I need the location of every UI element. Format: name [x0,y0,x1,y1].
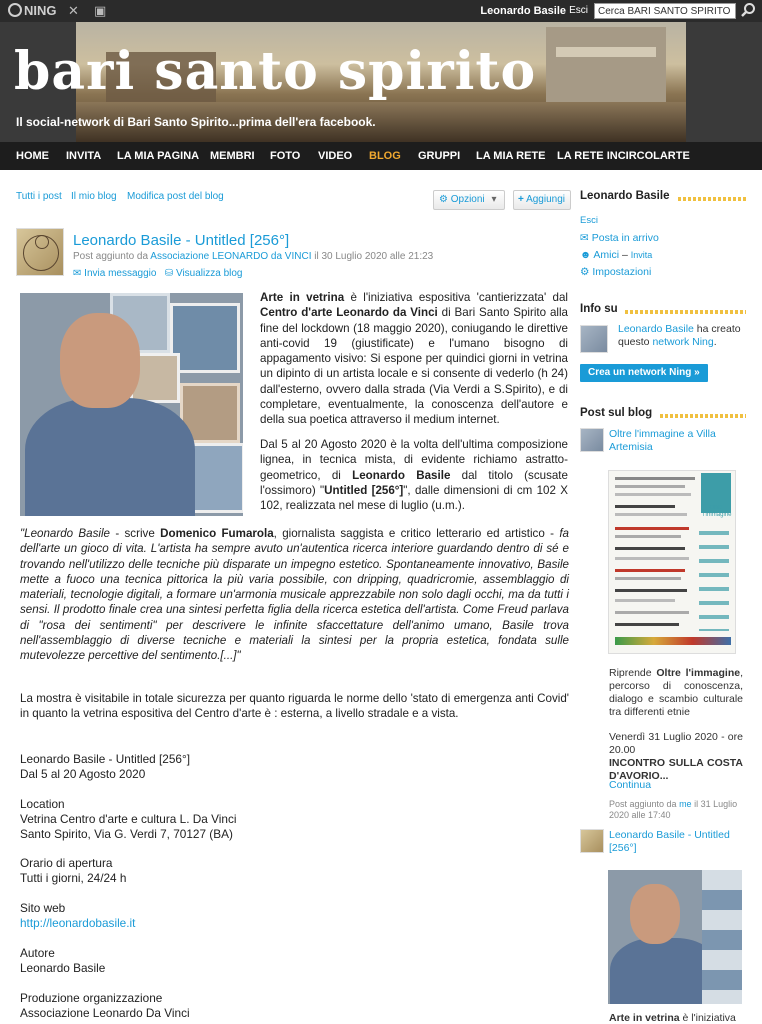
gear-icon: ⚙ [439,194,448,205]
post-paragraph-2: Dal 5 al 20 Agosto 2020 è la volta dell'ultima composizione lignea, in tecnica mista, di evidente richiamo astratto-geometrico, di Leonardo Basile dal titolo (scusate l'ossimoro) "Untitled [256°]", dalle dimensioni di cm 102 X 102, realizzata nel mese di luglio (u.m.). [260,438,568,513]
blog-post-1-excerpt-2: Venerdì 31 Luglio 2020 - ore 20.00 INCONTRO SULLA COSTA D'AVORIO... [609,731,743,782]
nav-video[interactable]: VIDEO [318,150,353,162]
subnav-my-blog[interactable]: Il mio blog [71,191,117,202]
envelope-icon: ✉ [73,268,82,279]
topbar-logout-link[interactable]: Esci [569,5,588,16]
subnav-edit-post[interactable]: Modifica post del blog [127,191,224,202]
main-nav [0,142,762,170]
ning-logo-icon [8,3,22,17]
plus-icon: + [518,194,524,205]
ning-top-bar [0,0,762,22]
nav-incircolarte[interactable]: LA RETE INCIRCOLARTE [557,150,690,162]
settings-icon: ⚙ [580,266,590,278]
sidebar-info-text: Leonardo Basile ha creato questo network Ning. [618,323,741,348]
site-tagline: Il social-network di Bari Santo Spirito...prima dell'era facebook. [16,115,376,129]
blog-post-1-title[interactable]: Oltre l'immagine a Villa Artemisia [609,428,716,453]
post-paragraph-1: Arte in vetrina è l'iniziativa espositiva 'cantierizzata' dal Centro d'arte Leonardo da Vinci di Bari Santo Spirito alla fine del lockdown (18 maggio 2020), coniugando le direttive anti-covid 19 (giustificate) e l'umano bisogno di appagamento visivo: Si espone per quindici giorni in vetrina un dipinto di un artista locale e si consente di vederlo (h 24) dall'esterno, ovvero dalla strada (Via Verdi a S.Spirito), e di completare, eventualmente, la conoscenza dell'autore e della sua poetica attraverso il medium internet. [260,291,568,427]
sidebar-info-heading: Info su [580,303,618,315]
production-heading: Produzione organizzazione [20,991,163,1005]
nav-invite[interactable]: INVITA [66,150,102,162]
search-input[interactable] [594,3,736,19]
heading-decoration [660,414,746,418]
ning-logo[interactable]: NING [8,3,57,18]
tools-icon[interactable]: ✕ [68,3,79,18]
website-link [20,916,135,930]
blog-post-2-photo[interactable] [608,870,742,1004]
post-safety-note: La mostra è visitabile in totale sicurezza per quanto riguarda le norme dello 'stato di emergenza anti Covid' in quanto la vetrina espositiva del Centro d'arte è : esterna, a livello stradale e a vista. [20,692,569,721]
heading-decoration [625,310,746,314]
sidebar-invite-link[interactable]: Invita [630,250,653,260]
nav-groups[interactable]: GRUPPI [418,150,461,162]
sidebar-posts-heading: Post sul blog [580,407,653,419]
creator-avatar[interactable] [580,325,608,353]
ning-network-link[interactable]: network Ning [652,336,714,348]
website-heading: Sito web [20,901,66,915]
sidebar-logout-link[interactable]: Esci [580,215,598,226]
nav-photos[interactable]: FOTO [270,150,301,162]
post-actions [73,268,242,279]
topbar-user-link[interactable]: Leonardo Basile [480,5,566,17]
blog-post-1-avatar[interactable] [580,428,604,452]
website-url-link[interactable]: http://leonardobasile.it [20,916,136,930]
post-title[interactable]: Leonardo Basile - Untitled [256°] [73,232,290,249]
post-author-link[interactable]: Associazione LEONARDO da VINCI [150,251,312,262]
view-blog-link[interactable]: Visualizza blog [175,268,243,279]
nav-my-network[interactable]: LA MIA RETE [476,150,546,162]
create-ning-network-button[interactable]: Crea un network Ning » [580,364,708,382]
heading-decoration [678,197,746,201]
envelope-icon: ✉ [580,232,589,244]
post-quote: "Leonardo Basile - scrive Domenico Fumarola, giornalista saggista e critico letterario ed artistico - fa dell'arte un gioco di vita. L'artista ha sempre avuto un'autentica ricerca interiore guardando dentro di sé e trovando nell'utilizzo delle tecniche più disparate un impegno estetico. Spontaneamente innovativo, Basile mette a fuoco una tecnica pittorica la più varia possibile, con dripping, quadricromie, assemblaggio di materiali, tecnologie digitali, a formare un'armonia musicale apprezzabile non solo dagli occhi, ma da tutti i sensi. Il prodotto finale crea una sintesi perfetta figlia della ricerca estetica dell'artista. Come Freud parlava di "rosa dei sentimenti" per descrivere le infinite sfaccettature dell'animo umano, Basile trova nell'assemblaggio di diverse tecniche e materiali la sintesi per la propria estetica, fondata sulle mutevolezze percettive del sentimento.[...]" [20,527,569,663]
hours-value: Tutti i giorni, 24/24 h [20,871,127,885]
blog-post-1-meta: Post aggiunto da me il 31 Luglio 2020 alle 17:40 [609,799,738,820]
post-added-by-link[interactable]: me [679,799,692,809]
blog-post-2-title[interactable]: Leonardo Basile - Untitled [256°] [609,829,730,854]
sidebar-inbox-link[interactable]: ✉ Posta in arrivo [580,232,659,244]
blog-post-1-flyer[interactable]: Oltre l'immagine [608,470,736,654]
chevron-down-icon: ▾ [491,194,497,205]
subnav-all-posts[interactable]: Tutti i post [16,191,62,202]
info-title: Leonardo Basile - Untitled [256°] [20,752,190,766]
info-dates: Dal 5 al 20 Agosto 2020 [20,767,146,781]
sidebar-friends-link[interactable]: ☻ Amici – Invita [580,249,653,261]
author-avatar[interactable] [16,228,64,276]
add-button[interactable]: + Aggiungi [513,190,571,210]
creator-link[interactable]: Leonardo Basile [618,323,694,335]
site-title[interactable]: bari santo spirito [14,41,537,102]
artist-photo [20,293,243,516]
nav-my-page[interactable]: LA MIA PAGINA [117,150,200,162]
continue-reading-link[interactable]: Continua [609,779,652,791]
sidebar-user-heading: Leonardo Basile [580,190,670,202]
blog-post-2-avatar[interactable] [580,829,604,853]
location-line-2: Santo Spirito, Via G. Verdi 7, 70127 (BA) [20,827,233,841]
post-meta: Post aggiunto da Associazione LEONARDO da VINCI il 30 Luglio 2020 alle 21:23 [73,251,434,262]
nav-blog[interactable]: BLOG [369,150,401,162]
nav-members[interactable]: MEMBRI [210,150,255,162]
location-heading: Location [20,797,65,811]
production-value: Associazione Leonardo Da Vinci [20,1006,190,1020]
blog-post-2-excerpt: Arte in vetrina è l'iniziativa [609,1012,736,1024]
friends-icon: ☻ [580,249,592,261]
nav-home[interactable]: HOME [16,150,49,162]
author-value: Leonardo Basile [20,961,106,975]
search-icon[interactable] [740,2,756,18]
blog-post-1-excerpt: Riprende Oltre l'immagine, percorso di conoscenza, dialogo e scambio culturale tra differenti etnie [609,667,743,718]
hours-heading: Orario di apertura [20,856,113,870]
blog-icon: ⛁ [164,268,174,279]
site-header [0,22,762,142]
author-heading: Autore [20,946,55,960]
send-message-link[interactable]: Invia messaggio [84,268,157,279]
manage-icon[interactable]: ▣ [94,3,107,18]
options-button[interactable]: ⚙ Opzioni ▾ [433,190,505,210]
sidebar-settings-link[interactable]: ⚙ Impostazioni [580,266,652,278]
location-line-1: Vetrina Centro d'arte e cultura L. Da Vinci [20,812,237,826]
